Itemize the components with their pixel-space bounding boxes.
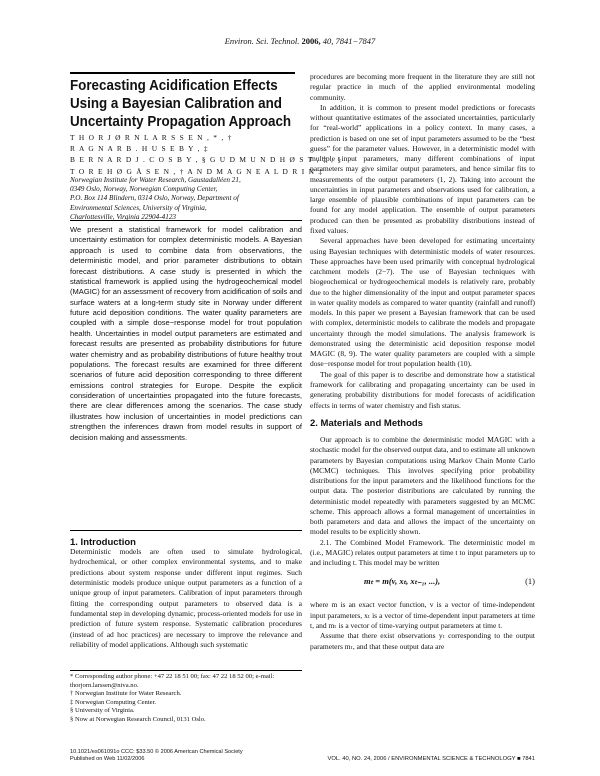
right-column (310, 72, 535, 652)
journal-year: 2006, (301, 36, 321, 46)
journal-name: Environ. Sci. Technol. (224, 36, 300, 46)
section-heading-introduction: 1. Introduction (70, 530, 302, 548)
title-line: Using a Bayesian Calibration and (70, 96, 282, 112)
section-heading-methods: 2. Materials and Methods (310, 417, 423, 429)
footer-journal-info: VOL. 40, NO. 24, 2006 / ENVIRONMENTAL SCIENCE & TECHNOLOGY ■ 7841 (327, 756, 535, 762)
publication-date: Published on Web 11/02/2006 (70, 756, 145, 763)
affiliation-line: Charlottesville, Virginia 22904-4123 (70, 212, 177, 221)
article-title (70, 72, 295, 131)
author-list (70, 132, 343, 177)
footnote: § University of Virginia. (70, 707, 135, 715)
affiliation-line: Environmental Sciences, University of Virginia, (70, 203, 207, 212)
doi-line: 10.1021/es061091o CCC: $33.50 © 2006 American Chemical Society (70, 749, 243, 755)
paragraph: procedures are becoming more frequent in the literature they are still not regular practice in much of the applied environmental modeling community. (310, 72, 535, 102)
introduction-paragraph: Deterministic models are often used to simulate hydrological, hydrochemical, or other complex environmental systems, and to make predictions about system response under different input regimes. Such deterministic models produce unique output parameters as a function of a unique group of input parameters. Calibration of input parameters through fitting the corresponding output parameters to observed data is a fundamental step in developing dynamic, process-oriented models for use in prediction of future system response. Systematic calibration procedures (instead of ad hoc practices) are necessary to improve the relevance and reliability of model applications. Although such systematic (70, 547, 302, 649)
paragraph: 2.1. The Combined Model Framework. The deterministic model m (i.e., MAGIC) relates output parameters at time t to input parameters up to and including t. This model may be written (310, 537, 535, 568)
journal-citation-header (0, 36, 600, 46)
title-line: Uncertainty Propagation Approach (70, 114, 292, 130)
author-line: T H O R J Ø R N L A R S S E N , * , † (70, 133, 233, 142)
author-line: R A G N A R B . H U S E B Y , ‡ (70, 144, 209, 154)
author-line: B E R N A R D J . C O S B Y , § G U D M U N D H Ø S T , ‡ , § (70, 155, 343, 165)
paragraph: Several approaches have been developed for estimating uncertainty using Bayesian techniques with deterministic models of water resources. These approaches have been used primarily with conceptual hydrological catchment models (2−7). The use of Bayesian techniques with biogeochemical or hydrogeochemical models is relatively rare, probably due to the higher dimensionality of the input and output parameter spaces in water quality models as compared to water quantity (rainfall and runoff) models. In this paper we present a Bayesian framework that can be used with complex, deterministic models to calibrate the models and propagate uncertainty through the model simulations. The analysis framework is demonstrated using the deterministic acid deposition response model MAGIC (8, 9). The water quality parameters are coupled with a simple dose−response model for trout population health (10). (310, 236, 535, 369)
paragraph: The goal of this paper is to describe and demonstrate how a statistical framework for calibrating and propagating uncertainty can be used in generating probability distributions for model forecasts of acidification effects in terms of water chemistry and fish status. (310, 369, 535, 410)
footnote: § Now at Norwegian Research Council, 0131 Oslo. (70, 715, 206, 723)
footnote: ‡ Norwegian Computing Center. (70, 698, 157, 706)
author-line: T O R E H Ø G Å S E N , † A N D M A G N E A L D R I N ‡ (70, 166, 324, 176)
affiliation-line: P.O. Box 114 Blindern, 0314 Oslo, Norway, Department of (70, 194, 239, 203)
journal-volume: 40, (322, 36, 334, 46)
footer-doi (70, 749, 310, 764)
paragraph: where m is an exact vector function, v is a vector of time-independent input parameters, xₜ is a vector of time-dependent input parameters at time t, and mₜ is a vector of time-varying output parameters at time t. (310, 600, 535, 631)
footnote-corresponding-author: * Corresponding author phone: +47 22 18 51 00; fax: 47 22 18 52 00; e-mail: thorjorn.larssen@niva.no. (70, 673, 275, 689)
affiliations (70, 176, 310, 222)
footnote: † Norwegian Institute for Water Research. (70, 690, 182, 698)
equation-number: (1) (525, 576, 535, 587)
affiliation-line: 0349 Oslo, Norway, Norwegian Computing Center, (70, 185, 218, 194)
equation-text: mₜ = m(v, xₜ, xₜ₋₁, ...), (364, 576, 441, 587)
title-line: Forecasting Acidification Effects (70, 78, 278, 94)
paragraph: Assume that there exist observations yₜ corresponding to the output parameters mₜ, and that these output data are (310, 631, 535, 651)
footnotes (70, 670, 302, 725)
paragraph: Our approach is to combine the deterministic model MAGIC with a stochastic model for the observed output data, and to estimate all unknown parameters by Bayesian computations using Markov Chain Monte Carlo (MCMC) techniques. This involves specifying prior probability distributions for the input parameters and the likelihood functions for the output data. The posterior distributions are calculated by running the deterministic model repeatedly with parameters suggested by an MCMC scheme. This approach allows a formal management of uncertainties in both parameters and data and allows the impact of the uncertainty on model results to be explicitly shown. (310, 435, 535, 537)
journal-pages: 7841−7847 (335, 36, 376, 46)
affiliation-line: Norwegian Institute for Water Research, Gaustadalléen 21, (70, 176, 241, 184)
abstract: We present a statistical framework for model calibration and uncertainty estimation for complex deterministic models. A Bayesian approach is used to combine data from observations, the deterministic model, and prior parameter distributions to obtain forecast distributions. A case study is presented in which the statistical framework is applied using the hydrogeochemical model (MAGIC) for an assessment of recovery from acidification of soils and surface waters at a long-term study site in Norway under different future acid deposition conditions. The water quality parameters are coupled with a simple dose−response model for trout population health. Uncertainties in model output parameters are estimated and forecast results are presented as probability distributions for future water chemistry and as probability distributions of future healthy trout populations. The forecast results are examined for three different scenarios of future acid deposition corresponding to three different emissions control strategies for Europe. Despite the explicit consideration of uncertainties propagated into the future forecasts, there are clear differences among the scenarios. The case study illustrates how inclusion of uncertainties in model predictions can strengthen the inferences drawn from model results in support of decision making and assessments. (70, 220, 302, 443)
equation-1 (310, 576, 535, 588)
paragraph: In addition, it is common to present model predictions or forecasts without quantitative estimates of the associated uncertainties, particularly for “real-world” applications in a policy context. In many cases, a prediction is based on one set of input parameters assumed to be the “best guess” for the parameter values. However, in a deterministic model with multiple input parameters, many different combinations of input parameters may give similar output parameters, and hence similar fits to measurements of the output parameters (1, 2). Taking into account the uncertainties in input parameters and observations used for calibration, a large ensemble of plausible combinations of input parameters can be found for any model application. The ensemble of output parameters produced can then be presented as probability distributions instead of fixed values. (310, 102, 535, 235)
